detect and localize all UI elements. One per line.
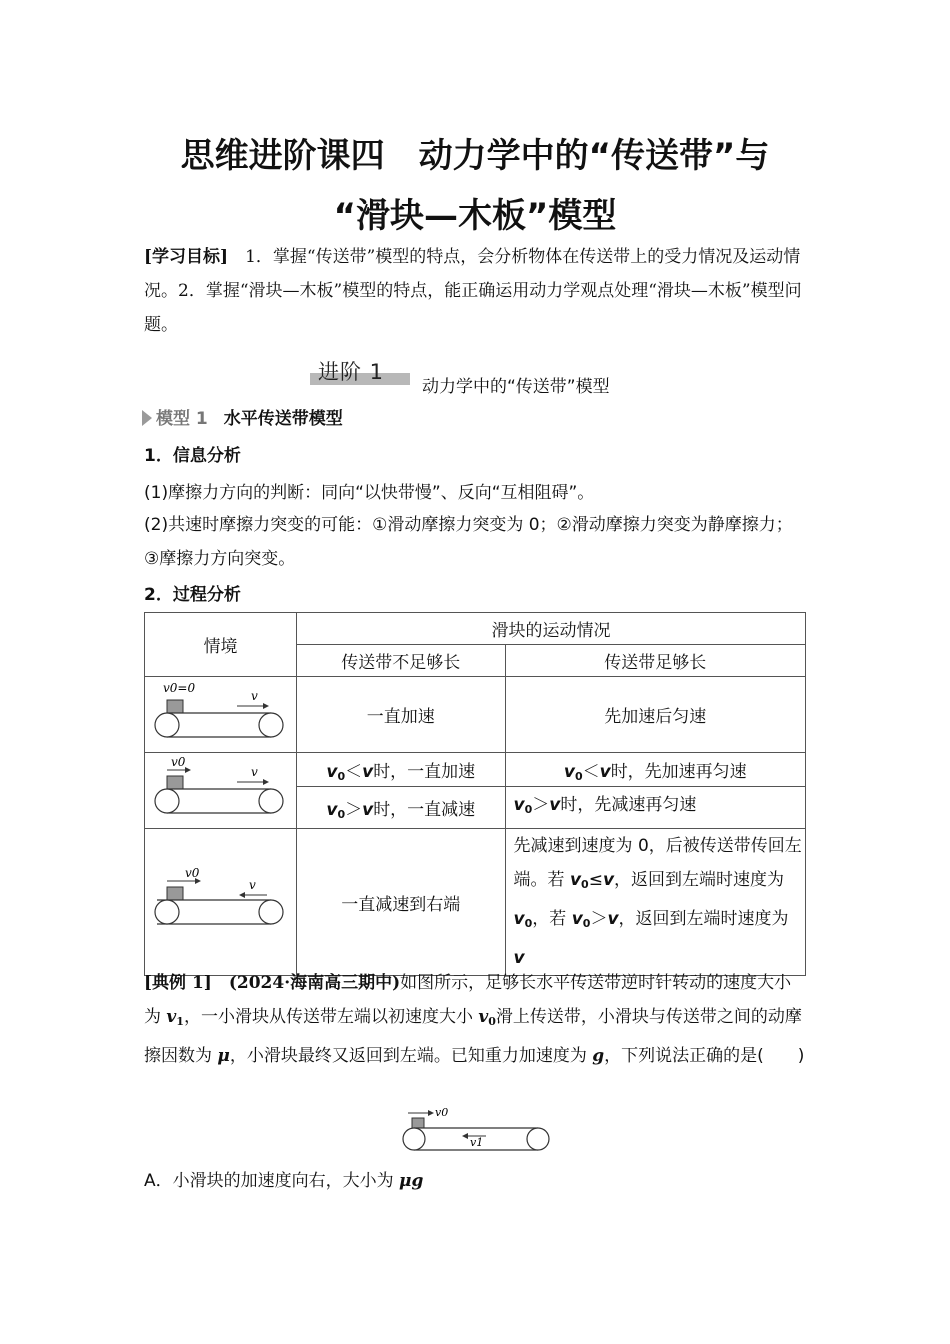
fig-label-v: v bbox=[251, 688, 258, 703]
model-title: 水平传送带模型 bbox=[223, 409, 343, 429]
row3-long: 先减速到速度为 0，后被传送带传回左端。若 $v_0\le v$，返回到左端时速度为 $v_0$，若 $v_0>v$，返回到左端时速度为 v bbox=[505, 829, 805, 976]
info-item-1: (1)摩擦力方向的判断：同向“以快带慢”、反向“互相阻碍”。 bbox=[144, 483, 595, 503]
page-title-line-2: “滑块—木板”模型 bbox=[333, 196, 617, 236]
scene-figure-2 bbox=[145, 753, 297, 829]
header-belt-long: 传送带足够长 bbox=[505, 645, 805, 677]
learning-objectives bbox=[144, 240, 806, 342]
fig3-label-v0: v0 bbox=[185, 866, 200, 880]
example-conveyor-figure bbox=[398, 1104, 554, 1154]
fig2-label-v: v bbox=[251, 764, 258, 779]
info-item-2: (2)共速时摩擦力突变的可能：①滑动摩擦力突变为 0；②滑动摩擦力突变为静摩擦力；③摩擦力方向突变。 bbox=[144, 515, 793, 569]
fig-label-v0-zero: v0=0 bbox=[163, 680, 196, 695]
header-scene: 情境 bbox=[145, 613, 297, 677]
row2a-long: $v_0<v$时，先加速再匀速 bbox=[505, 753, 805, 787]
example-source: (2024·海南高三期中) bbox=[211, 973, 401, 993]
scene-figure-1 bbox=[145, 677, 297, 753]
objectives-label: [学习目标] bbox=[144, 247, 229, 267]
section-info-heading: 1．信息分析 bbox=[144, 446, 241, 466]
row3-short: 一直减速到右端 bbox=[296, 829, 505, 976]
option-a-value: μg bbox=[399, 1171, 424, 1191]
model-heading bbox=[142, 404, 343, 429]
row1-long: 先加速后匀速 bbox=[505, 677, 805, 753]
header-belt-short: 传送带不足够长 bbox=[296, 645, 505, 677]
header-motion: 滑块的运动情况 bbox=[296, 613, 805, 645]
page-title-line-1: 思维进阶课四 动力学中的“传送带”与 bbox=[180, 136, 770, 176]
stage-title: 动力学中的“传送带”模型 bbox=[422, 377, 610, 397]
row2a-short: $v_0<v$时，一直加速 bbox=[296, 753, 505, 787]
row2b-long: $v_0>v$时，先减速再匀速 bbox=[505, 787, 805, 829]
process-table bbox=[144, 612, 806, 976]
example-fig-v1: v1 bbox=[470, 1136, 484, 1149]
model-tag: 模型 1 bbox=[156, 409, 208, 429]
example-label: [典例 1] bbox=[144, 973, 212, 993]
stage-badge bbox=[310, 356, 410, 386]
example-fig-v0: v0 bbox=[435, 1106, 449, 1119]
triangle-marker-icon bbox=[142, 410, 152, 426]
row1-short: 一直加速 bbox=[296, 677, 505, 753]
conveyor-figure-v0 bbox=[145, 754, 295, 828]
conveyor-figure-v0-zero bbox=[145, 678, 295, 752]
example-1: [典例 1] (2024·海南高三期中)如图所示，足够长水平传送带逆时针转动的速度大小为 $v_1$，一小滑块从传送带左端以初速度大小 $v_0$滑上传送带，小滑块与传送带之间的动摩擦因数为 μ，小滑块最终又返回到左端。已知重力加速度为 g，下列说法正确的是( ) bbox=[144, 973, 805, 1066]
option-a bbox=[144, 1166, 423, 1191]
fig3-label-v: v bbox=[249, 878, 256, 892]
fig2-label-v0: v0 bbox=[171, 754, 186, 769]
stage-badge-label: 进阶 1 bbox=[318, 360, 385, 384]
option-a-text: A．小滑块的加速度向右，大小为 bbox=[144, 1171, 400, 1191]
section-process-heading: 2．过程分析 bbox=[144, 585, 241, 605]
conveyor-figure-reverse bbox=[145, 865, 295, 939]
row2b-short: $v_0>v$时，一直减速 bbox=[296, 787, 505, 829]
scene-figure-3 bbox=[145, 829, 297, 976]
objectives-text: 1．掌握“传送带”模型的特点，会分析物体在传送带上的受力情况及运动情况。2．掌握“滑块—木板”模型的特点，能正确运用动力学观点处理“滑块—木板”模型问题。 bbox=[144, 247, 802, 335]
